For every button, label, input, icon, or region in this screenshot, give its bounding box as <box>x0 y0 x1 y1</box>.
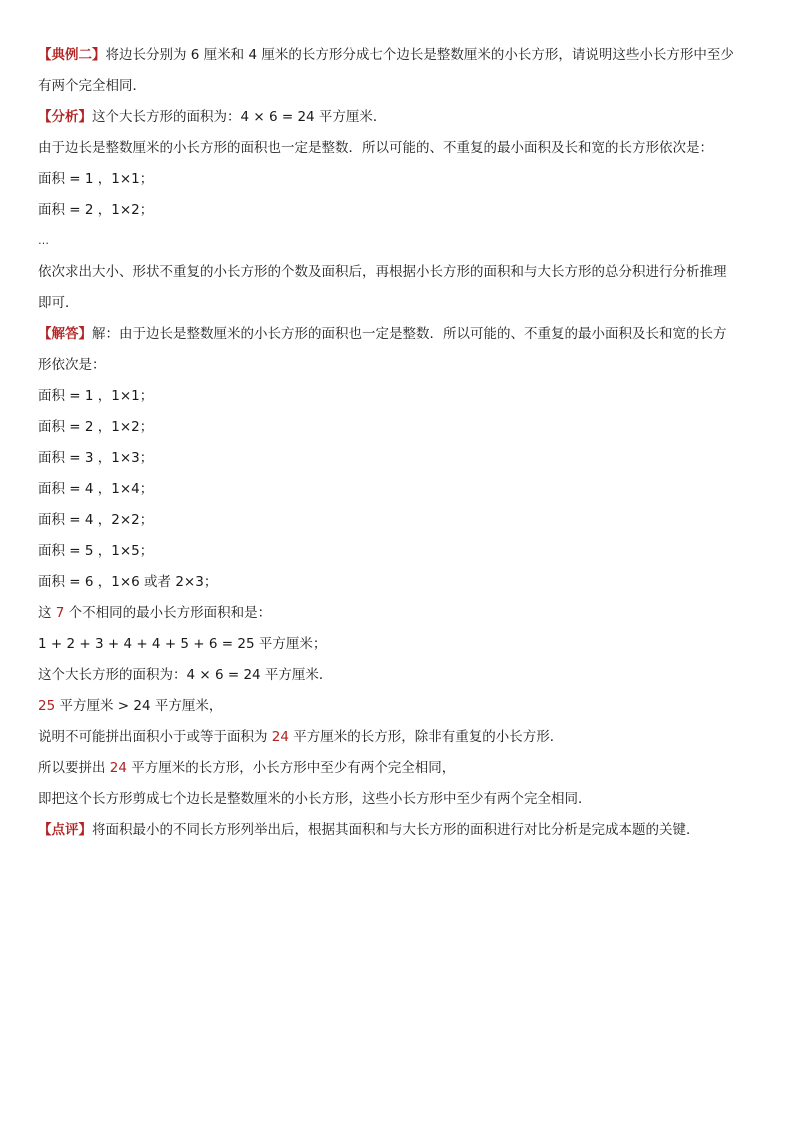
analysis-line-3 <box>38 262 758 282</box>
comment-line <box>38 820 758 840</box>
so-line <box>38 758 758 778</box>
solution-area-text: 面积 = 4 ，2×2； <box>38 512 154 528</box>
explain-text-b: 平方厘米的长方形，除非有重复的小长方形． <box>288 729 564 745</box>
analysis-area-2 <box>38 200 758 220</box>
analysis-text-2: 由于边长是整数厘米的小长方形的面积也一定是整数．所以可能的、不重复的最小面积及长和宽的长方形依次是： <box>38 140 713 156</box>
so-number: 24 <box>109 760 127 776</box>
analysis-text-1: 这个大长方形的面积为：4 × 6 = 24 平方厘米． <box>92 109 387 125</box>
solution-area-row <box>38 417 758 437</box>
analysis-ellipsis-text: … <box>38 234 50 247</box>
comment-tag: 【点评】 <box>38 822 92 838</box>
solution-text-1: 解：由于边长是整数厘米的小长方形的面积也一定是整数．所以可能的、不重复的最小面积及长和宽的长方 <box>92 326 727 342</box>
solution-area-text: 面积 = 4 ，1×4； <box>38 481 154 497</box>
solution-area-text: 面积 = 1 ，1×1； <box>38 388 154 404</box>
explain-number: 24 <box>271 729 289 745</box>
explain-text-a: 说明不可能拼出面积小于或等于面积为 <box>38 729 272 745</box>
solution-line-2 <box>38 355 758 375</box>
sum-intro <box>38 603 758 623</box>
analysis-ellipsis <box>38 231 758 251</box>
sum-equation <box>38 634 758 654</box>
sum-equation-text: 1 + 2 + 3 + 4 + 4 + 5 + 6 = 25 平方厘米； <box>38 636 327 652</box>
so-text-a: 所以要拼出 <box>38 760 110 776</box>
example-text-2: 有两个完全相同． <box>38 78 146 94</box>
analysis-text-3: 依次求出大小、形状不重复的小长方形的个数及面积后，再根据小长方形的面积和与大长方形的总分积进行分析推理 <box>38 264 727 280</box>
analysis-area-1 <box>38 169 758 189</box>
analysis-area-2-text: 面积 = 2 ，1×2； <box>38 202 154 218</box>
analysis-line-2 <box>38 138 758 158</box>
example-text-1: 将边长分别为 6 厘米和 4 厘米的长方形分成七个边长是整数厘米的小长方形，请说明这些小长方形中至少 <box>105 47 734 63</box>
analysis-area-1-text: 面积 = 1 ，1×1； <box>38 171 154 187</box>
big-area-line <box>38 665 758 685</box>
solution-text-2: 形依次是： <box>38 357 106 373</box>
solution-area-text: 面积 = 6 ，1×6 或者 2×3； <box>38 574 218 590</box>
compare-number: 25 <box>38 698 56 714</box>
sum-intro-b: 个不相同的最小长方形面积和是： <box>64 605 272 621</box>
explain-line <box>38 727 758 747</box>
solution-area-row <box>38 479 758 499</box>
solution-area-row <box>38 510 758 530</box>
solution-area-row <box>38 448 758 468</box>
compare-line <box>38 696 758 716</box>
example-line-1 <box>38 45 758 65</box>
sum-intro-count: 7 <box>55 605 65 621</box>
solution-area-text: 面积 = 3 ，1×3； <box>38 450 154 466</box>
conclusion-line <box>38 789 758 809</box>
analysis-tag: 【分析】 <box>38 109 92 125</box>
solution-tag: 【解答】 <box>38 326 92 342</box>
example-line-2 <box>38 76 758 96</box>
analysis-text-4: 即可． <box>38 295 79 311</box>
solution-area-row <box>38 572 758 592</box>
conclusion-text: 即把这个长方形剪成七个边长是整数厘米的小长方形，这些小长方形中至少有两个完全相同． <box>38 791 592 807</box>
example-tag: 【典例二】 <box>38 47 106 63</box>
solution-area-text: 面积 = 5 ，1×5； <box>38 543 154 559</box>
big-area-text: 这个大长方形的面积为：4 × 6 = 24 平方厘米． <box>38 667 333 683</box>
compare-text: 平方厘米 > 24 平方厘米， <box>55 698 223 714</box>
solution-area-row <box>38 541 758 561</box>
solution-area-text: 面积 = 2 ，1×2； <box>38 419 154 435</box>
comment-text: 将面积最小的不同长方形列举出后，根据其面积和与大长方形的面积进行对比分析是完成本题的关键． <box>92 822 700 838</box>
sum-intro-a: 这 <box>38 605 56 621</box>
so-text-b: 平方厘米的长方形，小长方形中至少有两个完全相同， <box>126 760 456 776</box>
solution-line-1 <box>38 324 758 344</box>
analysis-line-1 <box>38 107 758 127</box>
solution-area-row <box>38 386 758 406</box>
analysis-line-4 <box>38 293 758 313</box>
